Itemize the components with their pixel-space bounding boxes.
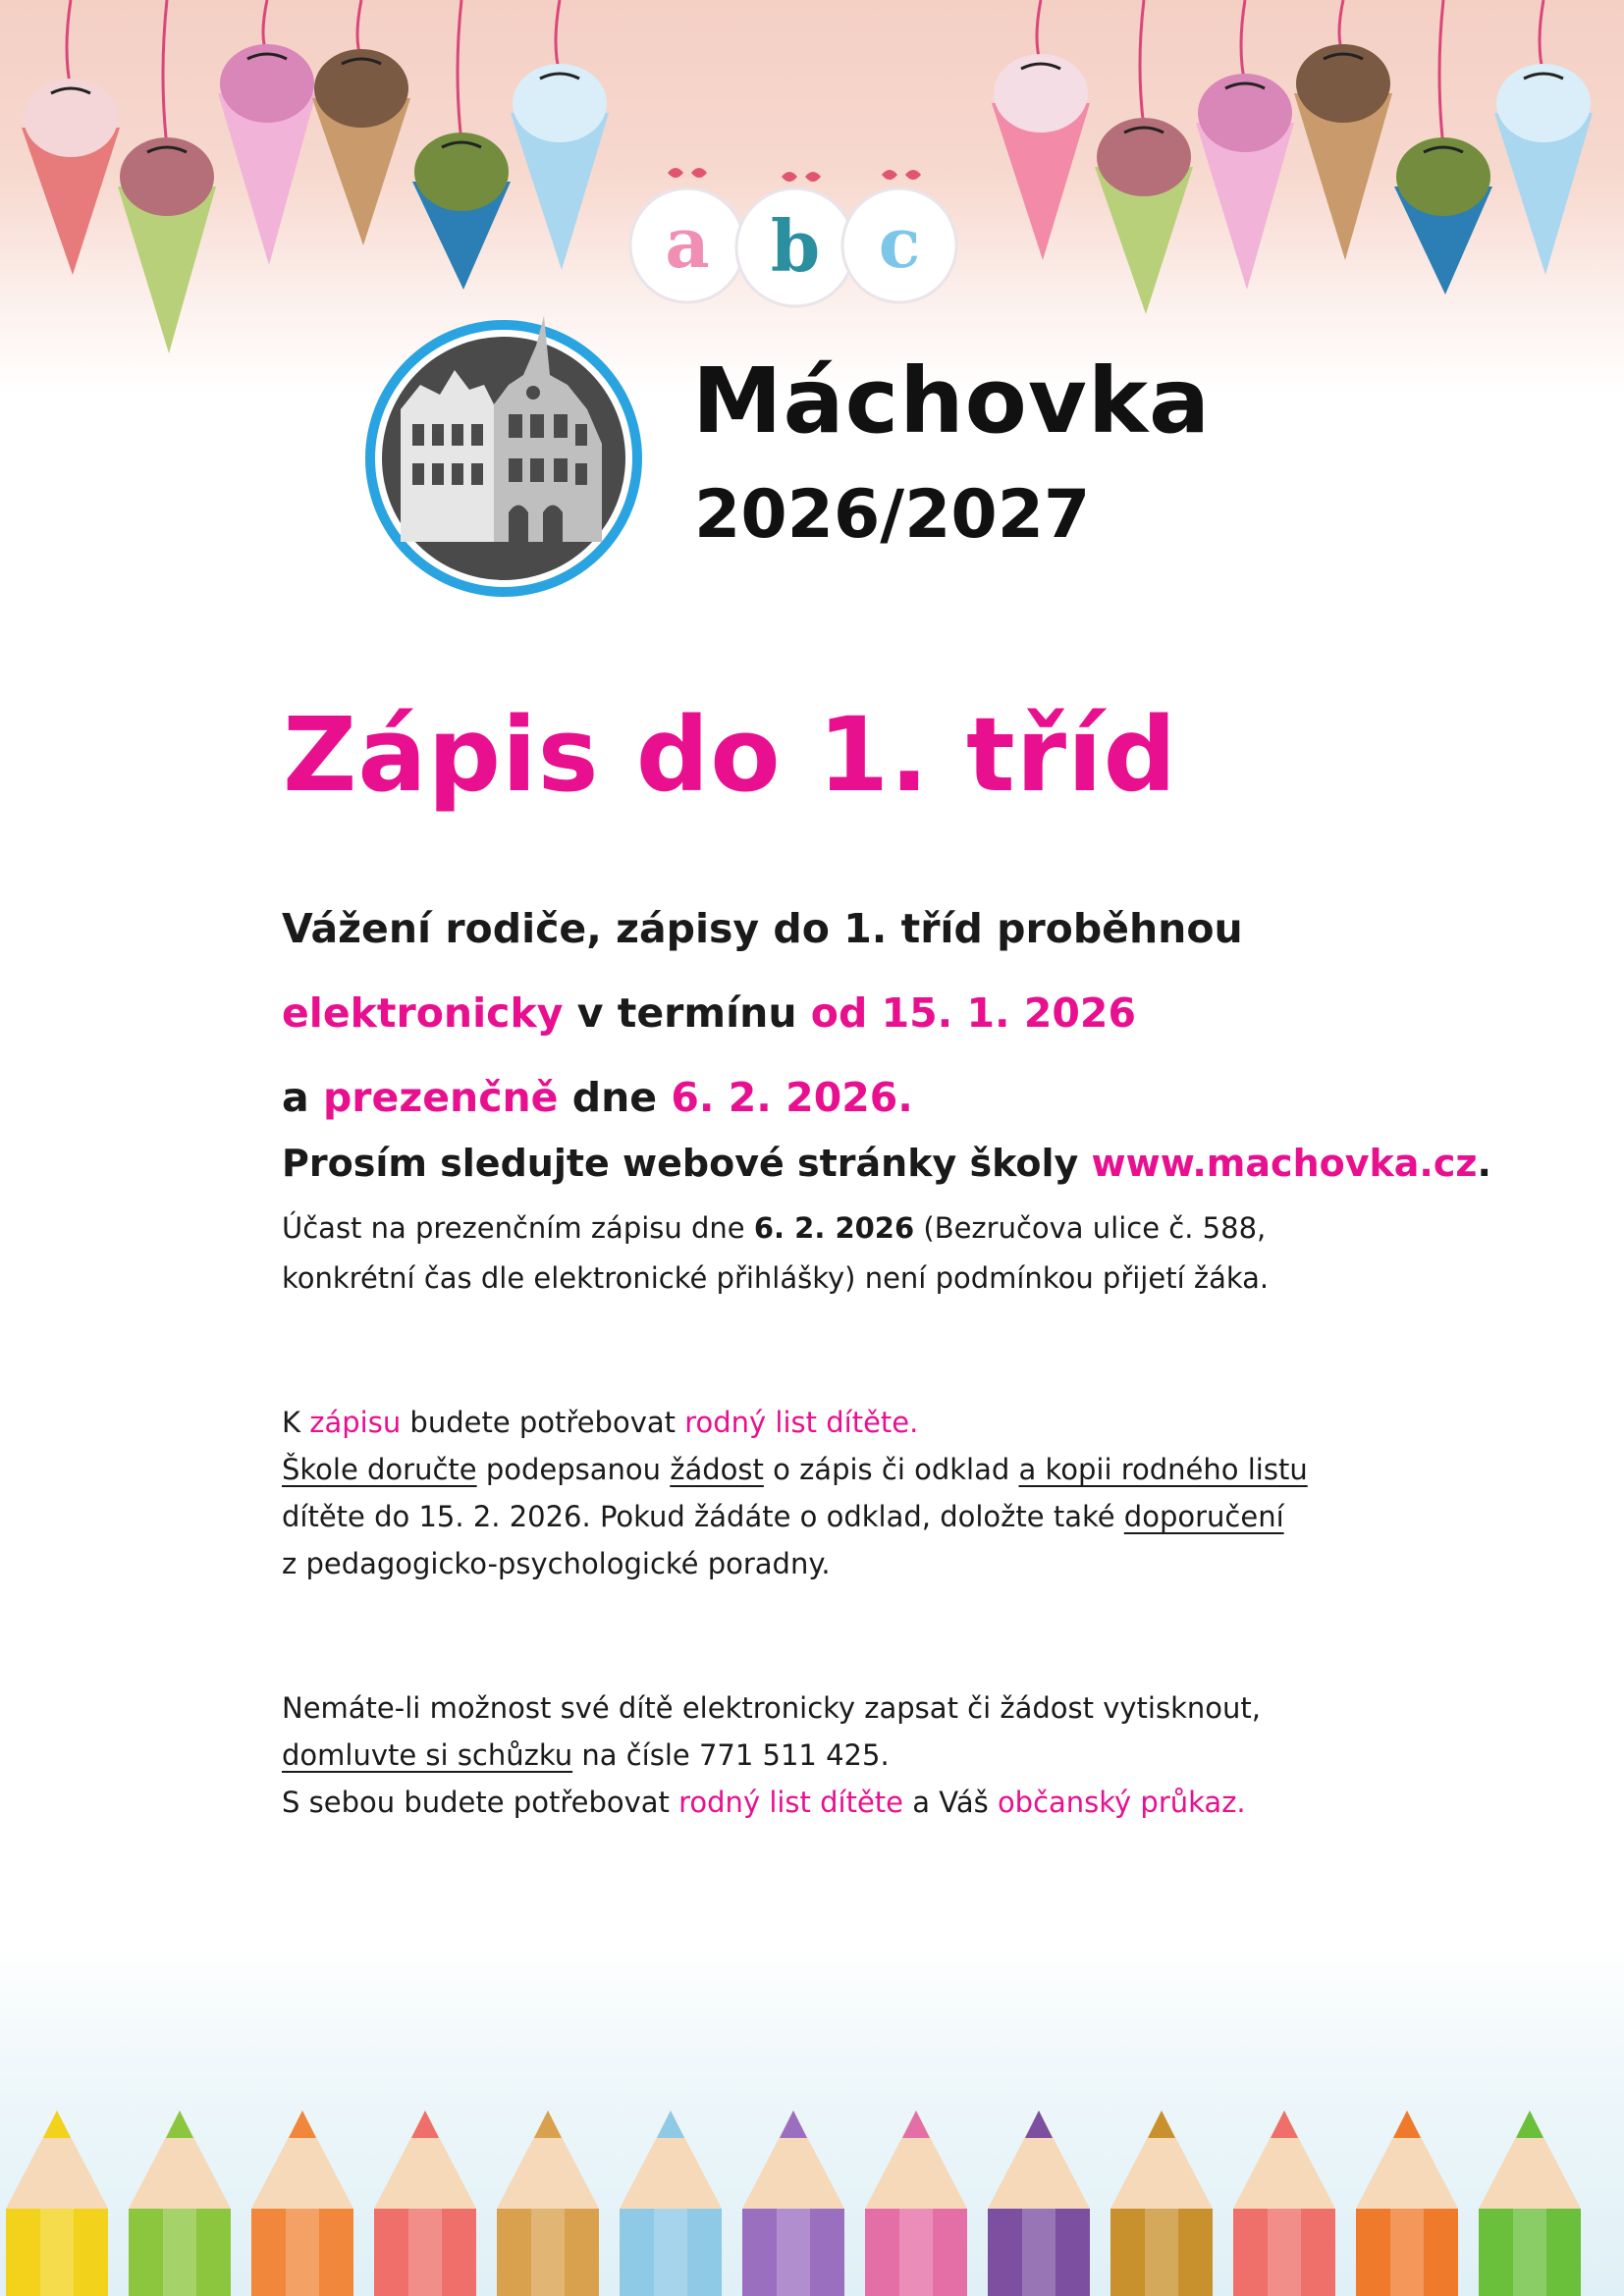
documents-text: budete potřebovat xyxy=(401,1406,685,1439)
pencil xyxy=(620,2110,722,2296)
application-word: žádost xyxy=(670,1453,764,1486)
birth-certificate-copy: a kopii rodného listu xyxy=(1018,1453,1308,1486)
documents-line-2 xyxy=(282,1446,1509,1493)
ornament-c xyxy=(842,170,956,302)
pencil xyxy=(1479,2110,1581,2296)
school-cone xyxy=(1394,0,1492,294)
alternative-line-1: Nemáte-li možnost své dítě elektronicky zapsat či žádost vytisknout, xyxy=(282,1691,1261,1725)
alternative-paragraph xyxy=(282,1684,1509,1826)
intro-line-2 xyxy=(282,971,1460,1055)
pencil xyxy=(6,2110,108,2296)
documents-text: dítěte do 15. 2. 2026. Pokud žádáte o odklad, doložte také xyxy=(282,1500,1124,1533)
electronic-highlight: elektronicky xyxy=(282,989,564,1037)
note-text: Účast na prezenčním zápisu dne xyxy=(282,1211,754,1245)
ornament-a xyxy=(630,168,744,302)
documents-paragraph xyxy=(282,1399,1509,1587)
school-year: 2026/2027 xyxy=(694,476,1091,554)
school-cone xyxy=(1494,0,1593,275)
pencil xyxy=(1110,2110,1213,2296)
school-cone xyxy=(312,0,410,245)
intro-paragraph xyxy=(282,886,1460,1140)
abc-ornaments xyxy=(630,168,956,306)
pencil xyxy=(988,2110,1090,2296)
documents-line-3 xyxy=(282,1493,1509,1540)
phone-number-text: na čísle 771 511 425. xyxy=(572,1738,890,1772)
note-date: 6. 2. 2026 xyxy=(753,1211,915,1245)
alternative-line-3 xyxy=(282,1779,1509,1826)
school-logo xyxy=(361,316,646,601)
intro-text: v termínu xyxy=(563,989,811,1037)
school-cone xyxy=(1294,0,1392,260)
attendance-note xyxy=(282,1203,1480,1304)
documents-text: o zápis či odklad xyxy=(763,1453,1019,1486)
documents-text: K xyxy=(282,1406,310,1439)
school-cone xyxy=(218,0,316,265)
page-headline: Zápis do 1. tříd xyxy=(283,695,1178,815)
documents-text: podepsanou xyxy=(476,1453,671,1486)
pencil xyxy=(129,2110,231,2296)
deliver-to-school: Škole doručte xyxy=(282,1453,477,1486)
website-line xyxy=(282,1142,1491,1185)
pencil xyxy=(374,2110,476,2296)
birth-certificate-highlight: rodný list dítěte. xyxy=(684,1406,919,1439)
alternative-text: a Váš xyxy=(903,1786,998,1819)
ornament-letter-c: c xyxy=(878,202,921,284)
pencil xyxy=(1233,2110,1335,2296)
note-line-1 xyxy=(282,1203,1480,1254)
intro-line-1: Vážení rodiče, zápisy do 1. tříd proběhnou xyxy=(282,905,1243,952)
website-link[interactable]: www.machovka.cz xyxy=(1091,1142,1478,1185)
pencil xyxy=(742,2110,844,2296)
in-person-highlight: prezenčně xyxy=(322,1074,559,1121)
note-line-2: konkrétní čas dle elektronické přihlášky) není podmínkou přijetí žáka. xyxy=(282,1261,1270,1295)
school-cone xyxy=(992,0,1090,260)
school-name: Máchovka xyxy=(692,348,1212,454)
pencil xyxy=(251,2110,353,2296)
birth-certificate-highlight: rodný list dítěte xyxy=(678,1786,904,1819)
arrange-meeting: domluvte si schůzku xyxy=(282,1738,573,1772)
pencil xyxy=(1356,2110,1458,2296)
intro-text: a xyxy=(282,1074,323,1121)
ornament-letter-b: b xyxy=(770,204,821,288)
school-cone xyxy=(511,0,609,270)
pencil xyxy=(865,2110,967,2296)
school-cone xyxy=(1095,0,1193,314)
alternative-line-2 xyxy=(282,1732,1509,1779)
website-text: Prosím sledujte webové stránky školy xyxy=(282,1142,1092,1185)
enrolment-word: zápisu xyxy=(309,1406,402,1439)
alternative-text: S sebou budete potřebovat xyxy=(282,1786,679,1819)
recommendation-word: doporučení xyxy=(1123,1500,1284,1533)
note-text: (Bezručova ulice č. 588, xyxy=(914,1211,1267,1245)
id-card-highlight: občanský průkaz. xyxy=(997,1786,1246,1819)
ornament-letter-a: a xyxy=(665,202,710,284)
intro-line-3 xyxy=(282,1055,1460,1140)
electronic-date: od 15. 1. 2026 xyxy=(810,989,1136,1037)
intro-text: dne xyxy=(558,1074,672,1121)
pencil xyxy=(497,2110,599,2296)
documents-line-4: z pedagogicko-psychologické poradny. xyxy=(282,1547,831,1580)
documents-line-1 xyxy=(282,1399,1509,1446)
school-cone xyxy=(22,0,120,275)
school-cone xyxy=(1196,0,1294,290)
school-cone xyxy=(118,0,216,353)
in-person-date: 6. 2. 2026. xyxy=(671,1074,913,1121)
school-cone xyxy=(412,0,511,290)
website-end: . xyxy=(1477,1142,1491,1185)
pencils-row xyxy=(6,2110,1581,2296)
ornament-b xyxy=(736,172,854,306)
